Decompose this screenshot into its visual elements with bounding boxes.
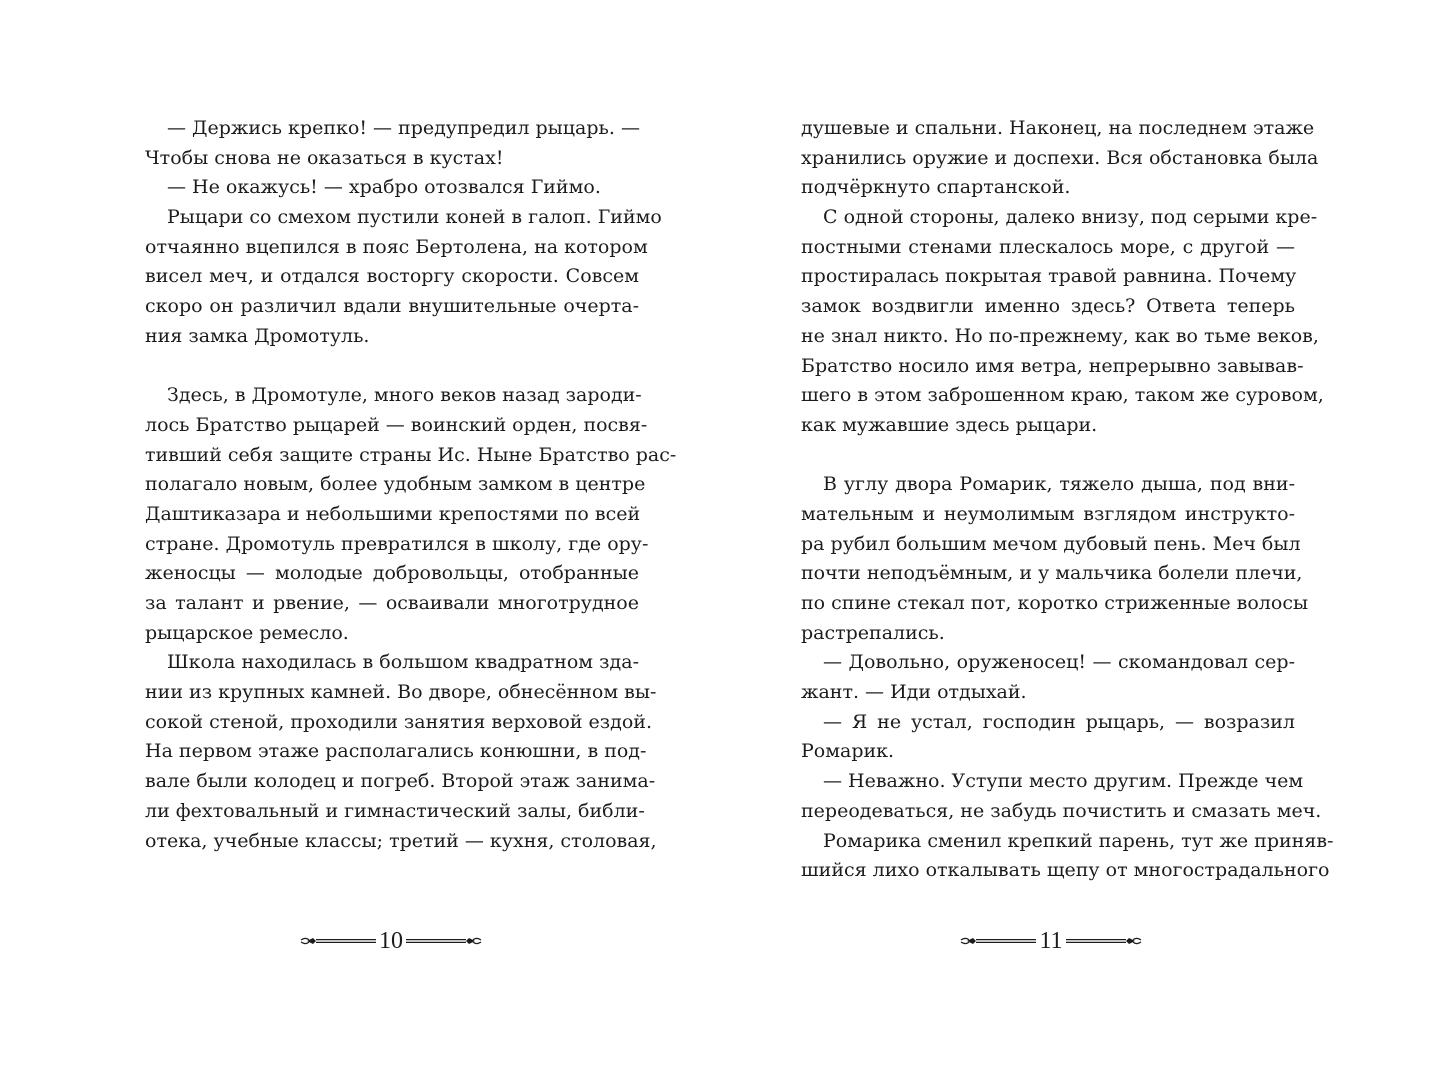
text-line: ли фехтовальный и гимнастический залы, библи- xyxy=(145,799,645,822)
text-line: скоро он различил вдали внушительные очерта- xyxy=(145,295,639,318)
text-line: — Неважно. Уступи место другим. Прежде чем xyxy=(823,770,1304,793)
text-line: мательным и неумолимым взглядом инструкто- xyxy=(801,502,1295,525)
text-line: сокой стеной, проходили занятия верховой ездой. xyxy=(145,710,652,733)
text-line: простиралась покрытая травой равнина. Почему xyxy=(801,265,1297,288)
text-line: Школа находилась в большом квадратном зда- xyxy=(167,651,639,674)
text-line: Здесь, в Дромотуле, много веков назад зароди- xyxy=(167,384,642,407)
text-line: — Довольно, оруженосец! — скомандовал сер- xyxy=(823,651,1295,674)
text-line: ния замка Дромотуль. xyxy=(145,324,370,347)
page-number: 11 xyxy=(1039,928,1063,954)
text-line: С одной стороны, далеко внизу, под серыми кре- xyxy=(823,206,1318,229)
page-number: 10 xyxy=(379,928,403,954)
text-line: — Не окажусь! — храбро отозвался Гиймо. xyxy=(167,176,601,199)
section-break xyxy=(801,441,1295,471)
text-line: вале были колодец и погреб. Второй этаж занима- xyxy=(145,770,656,793)
flourish-right-icon xyxy=(406,934,482,948)
text-line: шего в этом заброшенном краю, таком же суровом, xyxy=(801,384,1324,407)
text-line: висел меч, и отдался восторгу скорости. Совсем xyxy=(145,265,639,288)
section-break xyxy=(145,352,639,382)
text-line: подчёркнуто спартанской. xyxy=(801,176,1071,199)
text-line: душевые и спальни. Наконец, на последнем этаже xyxy=(801,117,1315,139)
text-line: по спине стекал пот, коротко стриженные волосы xyxy=(801,592,1309,614)
text-line: — Держись крепко! — предупредил рыцарь. — xyxy=(167,117,640,139)
text-line: женосцы — молодые добровольцы, отобранные xyxy=(145,562,639,585)
text-line: растрепались. xyxy=(801,621,945,644)
text-line: Рыцари со смехом пустили коней в галоп. Гиймо xyxy=(167,206,662,229)
flourish-left-icon xyxy=(960,934,1036,948)
text-line: лось Братство рыцарей — воинский орден, посвя- xyxy=(145,413,648,436)
text-line: тивший себя защите страны Ис. Ныне Братство рас- xyxy=(145,443,677,466)
text-line: замок воздвигли именно здесь? Ответа теперь xyxy=(801,295,1295,318)
text-line: отека, учебные классы; третий — кухня, столовая, xyxy=(145,829,657,852)
text-line: Ромарика сменил крепкий парень, тут же приняв- xyxy=(823,829,1334,852)
flourish-left-icon xyxy=(300,934,376,948)
text-line: В углу двора Ромарик, тяжело дыша, под вни- xyxy=(823,473,1295,496)
text-line: нии из крупных камней. Во дворе, обнесённом вы- xyxy=(145,681,657,704)
text-line: переодеваться, не забудь почистить и смазать меч. xyxy=(801,799,1322,822)
page-number-left xyxy=(291,926,491,956)
text-line: за талант и рвение, — осваивали многотрудное xyxy=(145,592,639,614)
text-line: Чтобы снова не оказаться в кустах! xyxy=(145,146,504,169)
text-line: ра рубил большим мечом дубовый пень. Меч был xyxy=(801,532,1301,555)
text-line: полагало новым, более удобным замком в центре xyxy=(145,473,646,496)
text-line: — Я не устал, господин рыцарь, — возразил xyxy=(823,710,1295,733)
left-page-text xyxy=(145,114,677,856)
text-line: Братство носило имя ветра, непрерывно завывав- xyxy=(801,354,1304,377)
text-line: хранились оружие и доспехи. Вся обстановка была xyxy=(801,146,1319,169)
text-line: как мужавшие здесь рыцари. xyxy=(801,413,1098,436)
text-line: стране. Дромотуль превратился в школу, где ору- xyxy=(145,532,649,555)
text-line: почти неподъёмным, и у мальчика болели плечи, xyxy=(801,562,1303,585)
text-line: шийся лихо откалывать щепу от многострадального xyxy=(801,859,1330,882)
text-line: постными стенами плескалось море, с другой — xyxy=(801,235,1295,258)
flourish-right-icon xyxy=(1066,934,1142,948)
text-line: отчаянно вцепился в пояс Бертолена, на котором xyxy=(145,235,648,258)
text-line: Ромарик. xyxy=(801,740,895,763)
text-line: не знал никто. Но по-прежнему, как во тьме веков, xyxy=(801,324,1319,347)
text-line: рыцарское ремесло. xyxy=(145,621,349,644)
text-line: На первом этаже располагались конюшни, в под- xyxy=(145,740,647,763)
text-line: жант. — Иди отдыхай. xyxy=(801,681,1027,704)
text-line: Даштиказара и небольшими крепостями по всей xyxy=(145,502,641,525)
right-page-text xyxy=(801,114,1334,886)
page-number-right xyxy=(951,926,1151,956)
